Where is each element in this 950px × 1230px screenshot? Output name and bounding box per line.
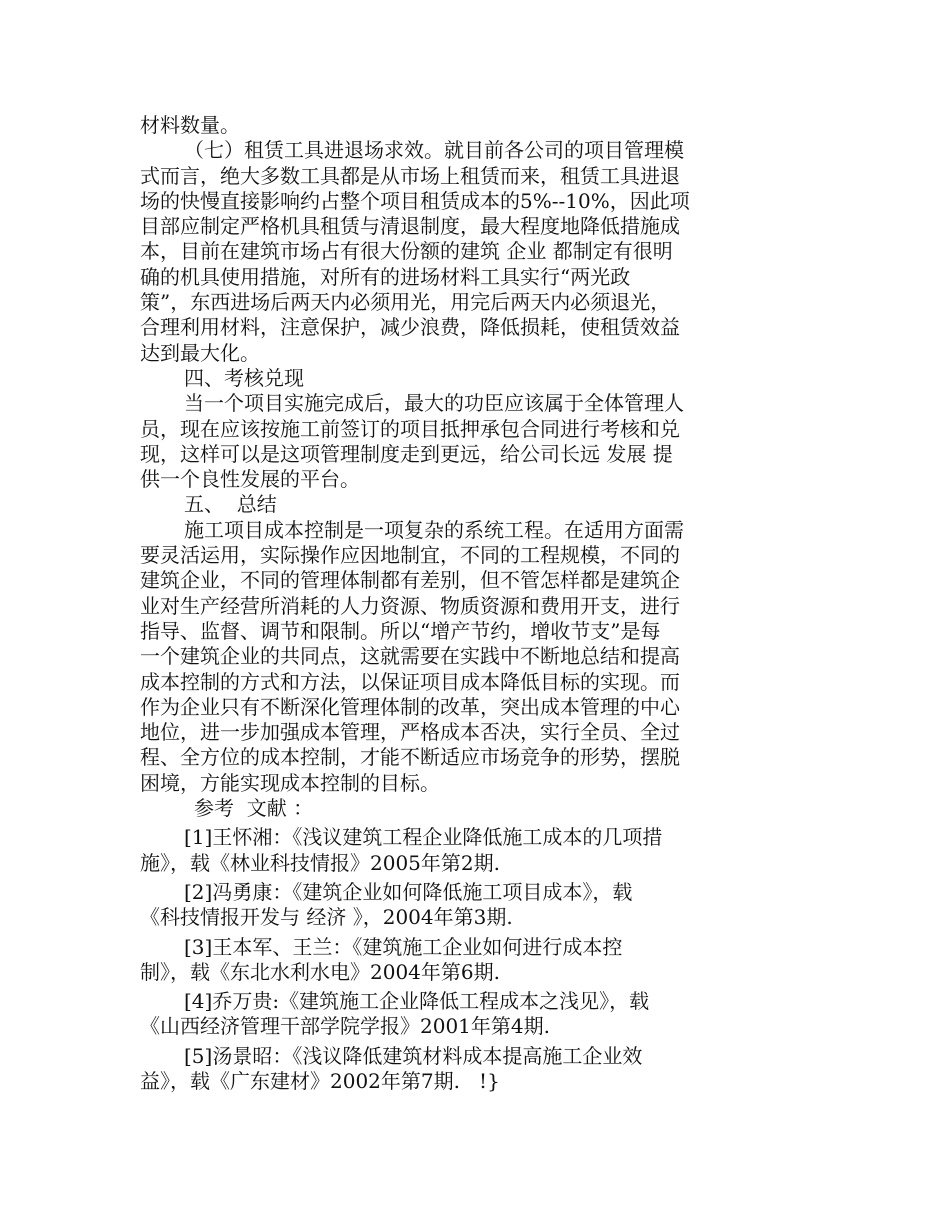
reference-line: 《科技情报开发与 经济 》，2004年第3期. [140, 905, 513, 930]
text-line: 材料数量。 [140, 113, 240, 137]
text-line: 当一个项目实施完成后，最大的功臣应该属于全体管理人 [184, 391, 684, 416]
references-heading: 参考 文献 ： [194, 796, 314, 821]
reference-line: [1]王怀湘：《浅议建筑工程企业降低施工成本的几项措 [184, 825, 663, 850]
text-line: 要灵活运用，实际操作应因地制宜，不同的工程规模，不同的 [140, 543, 680, 568]
text-line: 作为企业只有不断深化管理体制的改革，突出成本管理的中心 [140, 694, 680, 719]
section-heading: 五、 总结 [184, 492, 277, 517]
text-line: 地位，进一步加强成本管理，严格成本否决，实行全员、全过 [140, 720, 680, 745]
text-line: 施工项目成本控制是一项复杂的系统工程。在适用方面需 [184, 517, 684, 542]
reference-line: 施》，载《林业科技情报》2005年第2期. [140, 850, 500, 875]
section-heading: 四、考核兑现 [184, 365, 304, 390]
text-line: 式而言，绝大多数工具都是从市场上租赁而来，租赁工具进退 [140, 163, 680, 188]
reference-line: 制》，载《东北水利水电》2004年第6期. [140, 959, 500, 984]
document-body [140, 113, 740, 1094]
text-line: 困境，方能实现成本控制的目标。 [140, 770, 440, 795]
reference-line: [5]汤景昭：《浅议降低建筑材料成本提高施工企业效 [184, 1043, 643, 1068]
text-line: 指导、监督、调节和限制。所以“增产节约，增收节支”是每 [140, 618, 661, 643]
text-line: 供一个良性发展的平台。 [140, 467, 360, 492]
text-line: 现，这样可以是这项管理制度走到更远，给公司长远 发展 提 [140, 441, 673, 466]
reference-line: 《山西经济管理干部学院学报》2001年第4期. [140, 1014, 550, 1039]
text-line: （七）租赁工具进退场求效。就目前各公司的项目管理模 [184, 138, 684, 163]
text-line: 业对生产经营所消耗的人力资源、物质资源和费用开支，进行 [140, 593, 680, 618]
text-line: 确的机具使用措施，对所有的进场材料工具实行“两光政 [140, 264, 631, 289]
text-line: 成本控制的方式和方法，以保证项目成本降低目标的实现。而 [140, 669, 680, 694]
reference-line: [4]乔万贵:《建筑施工企业降低工程成本之浅见》，载 [184, 989, 650, 1014]
reference-line: [3]王本军、王兰：《建筑施工企业如何进行成本控 [184, 934, 623, 959]
text-line: 目部应制定严格机具租赁与清退制度，最大程度地降低措施成 [140, 214, 680, 239]
text-line: 一个建筑企业的共同点，这就需要在实践中不断地总结和提高 [140, 644, 680, 669]
reference-line: [2]冯勇康：《建筑企业如何降低施工项目成本》，载 [184, 879, 633, 904]
text-line: 达到最大化。 [140, 340, 260, 365]
text-line: 程、全方位的成本控制，才能不断适应市场竞争的形势，摆脱 [140, 745, 680, 770]
text-line: 策”，东西进场后两天内必须用光，用完后两天内必须退光， [140, 290, 671, 315]
text-line: 建筑企业，不同的管理体制都有差别，但不管怎样都是建筑企 [140, 568, 680, 593]
text-line: 场的快慢直接影响约占整个项目租赁成本的5%--10%，因此项 [140, 188, 690, 213]
text-line: 员，现在应该按施工前签订的项目抵押承包合同进行考核和兑 [140, 416, 680, 441]
text-line: 合理利用材料，注意保护，减少浪费，降低损耗，使租赁效益 [140, 315, 680, 340]
text-line: 本，目前在建筑市场占有很大份额的建筑 企业 都制定有很明 [140, 239, 673, 264]
reference-line: 益》，载《广东建材》2002年第7期. !} [140, 1068, 500, 1093]
